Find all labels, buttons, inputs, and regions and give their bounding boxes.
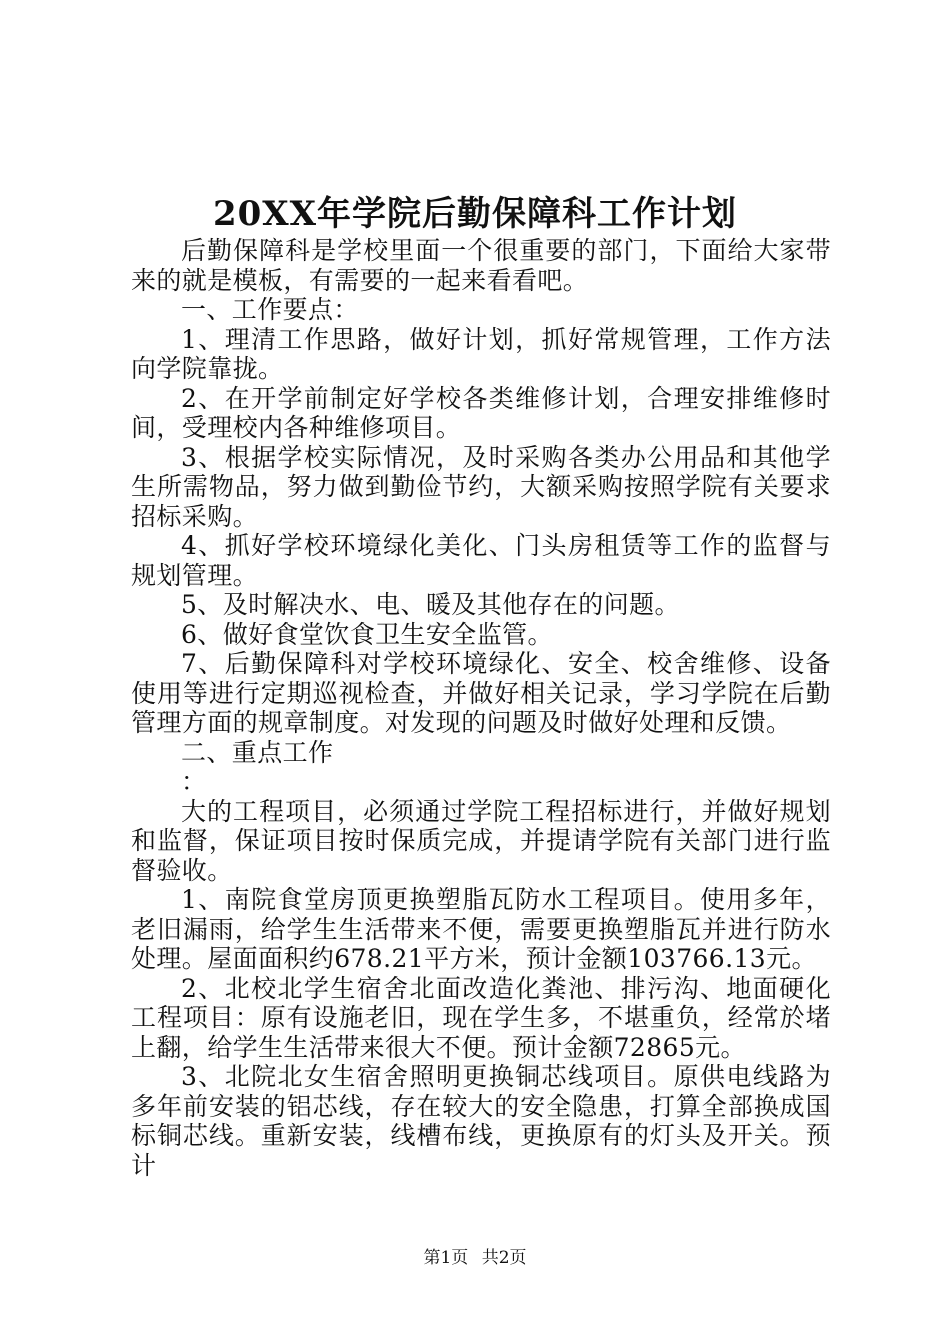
list-item: 3、北院北女生宿舍照明更换铜芯线项目。原供电线路为多年前安装的铝芯线，存在较大的安全隐患，打算全部换成国标铜芯线。重新安装，线槽布线，更换原有的灯头及开关。预计 [131,1062,831,1180]
list-item: 4、抓好学校环境绿化美化、门头房租赁等工作的监督与规划管理。 [131,531,831,590]
document-title: 20XX年学院后勤保障科工作计划 [212,194,738,234]
page-total: 共2页 [481,1248,527,1268]
section-heading: 一、工作要点： [181,295,359,324]
section-heading: 二、重点工作 [181,737,334,767]
list-item: 7、后勤保障科对学校环境绿化、安全、校舍维修、设备使用等进行定期巡视检查，并做好相关记录，学习学院在后勤管理方面的规章制度。对发现的问题及时做好处理和反馈。 [131,649,831,737]
list-item: 6、做好食堂饮食卫生安全监管。 [181,619,553,649]
list-item: 1、南院食堂房顶更换塑脂瓦防水工程项目。使用多年，老旧漏雨，给学生生活带来不便，需要更换塑脂瓦并进行防水处理。屋面面积约678.21平方米，预计金额103766.13元。 [131,885,831,973]
list-item: 2、在开学前制定好学校各类维修计划，合理安排维修时间，受理校内各种维修项目。 [131,383,831,442]
paragraph: 后勤保障科是学校里面一个很重要的部门，下面给大家带来的就是模板，有需要的一起来看看吧。 [131,236,831,295]
heading-colon: ： [181,767,207,796]
paragraph: 大的工程项目，必须通过学院工程招标进行，并做好规划和监督，保证项目按时保质完成，并提请学院有关部门进行监督验收。 [131,796,831,885]
list-item: 1、理清工作思路，做好计划，抓好常规管理，工作方法向学院靠拢。 [131,324,831,383]
list-item: 3、根据学校实际情况，及时采购各类办公用品和其他学生所需物品，努力做到勤俭节约，大额采购按照学院有关要求招标采购。 [131,442,831,531]
page-number: 第1页 [423,1248,469,1268]
list-item: 5、及时解决水、电、暖及其他存在的问题。 [181,590,680,619]
list-item: 2、北校北学生宿舍北面改造化粪池、排污沟、地面硬化工程项目：原有设施老旧，现在学生多，不堪重负，经常於堵上翻，给学生生活带来很大不便。预计金额72865元。 [131,973,831,1062]
document-body [131,236,831,1180]
page-footer [0,1243,950,1268]
